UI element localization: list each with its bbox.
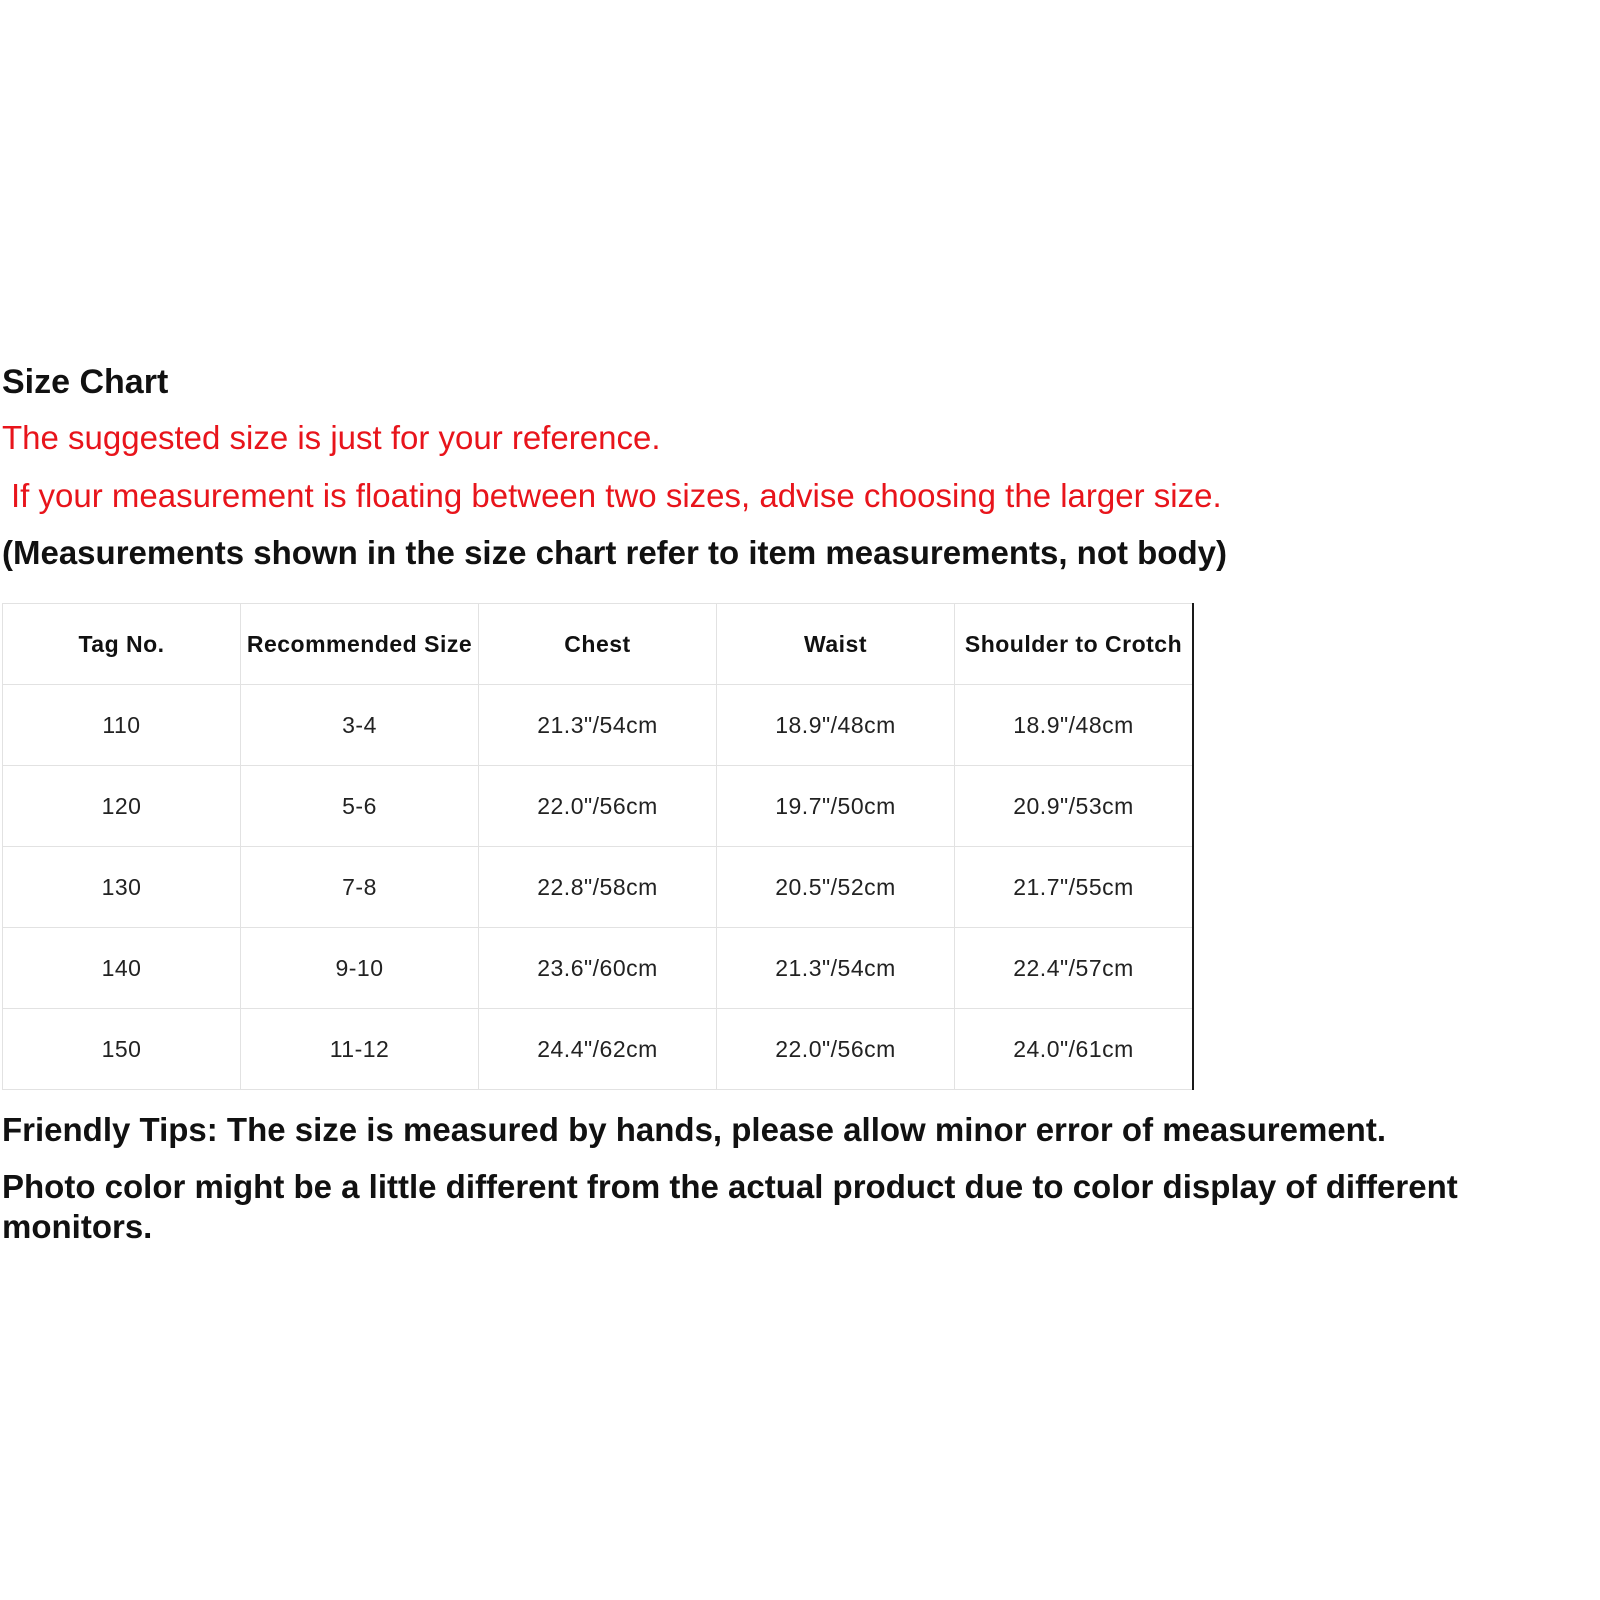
measurement-tip: Friendly Tips: The size is measured by hands, please allow minor error of measurement. (2, 1111, 1386, 1148)
size-table (2, 603, 1194, 1090)
cell-tag-no: 150 (3, 1009, 241, 1090)
color-tip: Photo color might be a little different from the actual product due to color display of different monitors. (2, 1168, 1458, 1245)
cell-shoulder-to-crotch: 22.4"/57cm (955, 928, 1194, 1009)
cell-shoulder-to-crotch: 18.9"/48cm (955, 685, 1194, 766)
larger-size-advice: If your measurement is floating between two sizes, advise choosing the larger size. (11, 477, 1222, 514)
table-row (3, 766, 1194, 847)
cell-recommended-size: 11-12 (241, 1009, 479, 1090)
cell-recommended-size: 5-6 (241, 766, 479, 847)
reference-notice: The suggested size is just for your reference. (2, 419, 661, 456)
column-header-tag-no: Tag No. (3, 604, 241, 685)
friendly-tips (2, 1110, 1592, 1264)
cell-chest: 22.8"/58cm (479, 847, 717, 928)
cell-waist: 18.9"/48cm (717, 685, 955, 766)
cell-waist: 21.3"/54cm (717, 928, 955, 1009)
page-title: Size Chart (2, 363, 169, 401)
measurement-note: (Measurements shown in the size chart refer to item measurements, not body) (2, 534, 1227, 571)
table-row (3, 685, 1194, 766)
cell-chest: 22.0"/56cm (479, 766, 717, 847)
cell-waist: 19.7"/50cm (717, 766, 955, 847)
column-header-recommended-size: Recommended Size (241, 604, 479, 685)
cell-chest: 21.3"/54cm (479, 685, 717, 766)
cell-recommended-size: 7-8 (241, 847, 479, 928)
cell-waist: 22.0"/56cm (717, 1009, 955, 1090)
table-header-row (3, 604, 1194, 685)
cell-tag-no: 120 (3, 766, 241, 847)
table-row (3, 928, 1194, 1009)
cell-shoulder-to-crotch: 21.7"/55cm (955, 847, 1194, 928)
cell-chest: 23.6"/60cm (479, 928, 717, 1009)
table-row (3, 847, 1194, 928)
cell-tag-no: 110 (3, 685, 241, 766)
cell-tag-no: 130 (3, 847, 241, 928)
cell-waist: 20.5"/52cm (717, 847, 955, 928)
column-header-waist: Waist (717, 604, 955, 685)
column-header-shoulder-to-crotch: Shoulder to Crotch (955, 604, 1194, 685)
table-row (3, 1009, 1194, 1090)
cell-shoulder-to-crotch: 24.0"/61cm (955, 1009, 1194, 1090)
cell-tag-no: 140 (3, 928, 241, 1009)
cell-chest: 24.4"/62cm (479, 1009, 717, 1090)
cell-recommended-size: 9-10 (241, 928, 479, 1009)
column-header-chest: Chest (479, 604, 717, 685)
cell-shoulder-to-crotch: 20.9"/53cm (955, 766, 1194, 847)
cell-recommended-size: 3-4 (241, 685, 479, 766)
